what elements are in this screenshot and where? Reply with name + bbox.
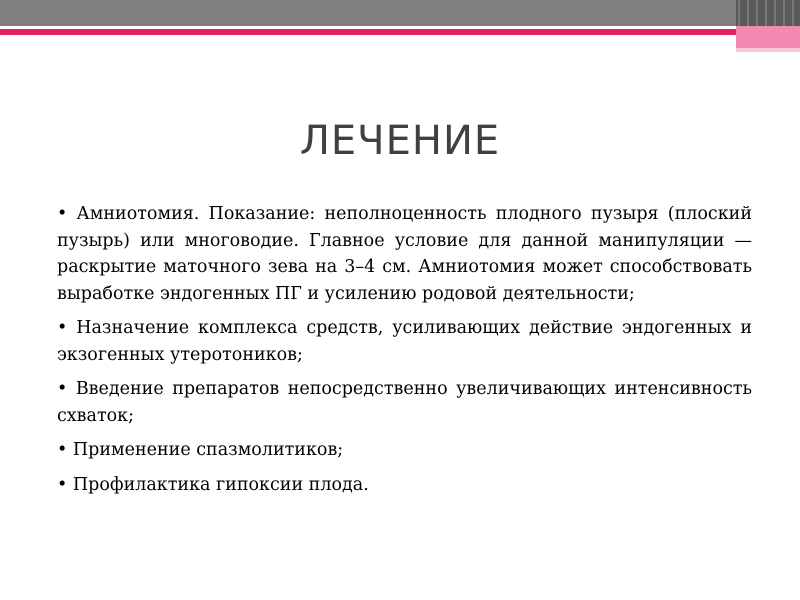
bullet-uterotonics: • Назначение комплекса средств, усиливающих действие эндогенных и экзогенных утеротоников; xyxy=(57,318,752,365)
bullet-amniotomy: • Амниотомия. Показание: неполноценность плодного пузыря (плоский пузырь) или многоводие. Главное условие для данной манипуляции — раскрытие маточного зева на 3–4 см. Амниотомия может способствовать выработке эндогенных ПГ и усилению родовой деятельности; xyxy=(57,204,752,304)
corner-stripe-pattern xyxy=(738,0,800,26)
corner-pink-block xyxy=(736,26,800,48)
header-pink-band xyxy=(0,29,800,35)
bullet-contractions: • Введение препаратов непосредственно увеличивающих интенсивность схваток; xyxy=(57,379,752,426)
slide-title: ЛЕЧЕНИЕ xyxy=(299,118,501,164)
corner-light-pink-block xyxy=(736,48,800,52)
header-gray-band xyxy=(0,0,800,26)
bullet-hypoxia-prevention: • Профилактика гипоксии плода. xyxy=(57,474,369,495)
slide-body xyxy=(57,201,752,506)
bullet-spasmolytics: • Применение спазмолитиков; xyxy=(57,440,344,460)
